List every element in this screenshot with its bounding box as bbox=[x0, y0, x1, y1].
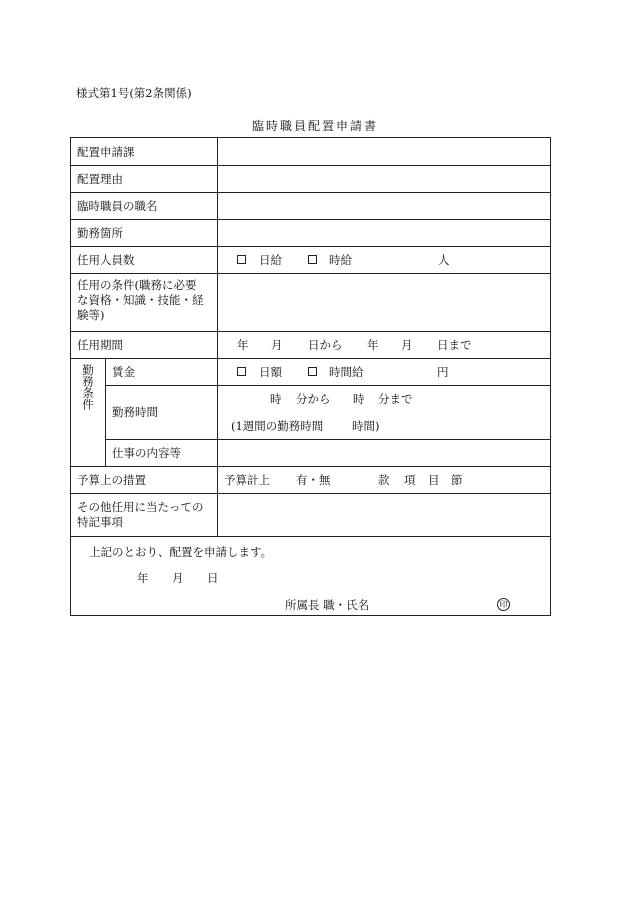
period-until: 日まで bbox=[437, 338, 472, 352]
dept-label: 配置申請課 bbox=[77, 145, 135, 159]
seal-mark: 印 bbox=[497, 598, 510, 611]
budget-kou: 項 bbox=[404, 473, 416, 487]
dept-field[interactable] bbox=[217, 138, 550, 165]
conditions-label: 任用の条件(職務に必要 な資格・知識・技能・経 験等) bbox=[77, 278, 204, 322]
period-month-1: 月 bbox=[271, 338, 283, 352]
hours-until: 分まで bbox=[378, 392, 413, 406]
date-month: 月 bbox=[172, 571, 184, 585]
hourly-pay-option: 時間給 bbox=[329, 365, 364, 379]
headcount-label: 任用人員数 bbox=[77, 253, 135, 267]
wage-label: 賃金 bbox=[112, 365, 135, 379]
weekly-hours-label: (1週間の勤務時間 bbox=[231, 419, 324, 433]
budget-yes-no: 有・無 bbox=[296, 473, 331, 487]
duties-label: 仕事の内容等 bbox=[112, 446, 181, 460]
period-label: 任用期間 bbox=[77, 338, 123, 352]
period-year-1: 年 bbox=[237, 338, 249, 352]
budget-plan: 予算計上 bbox=[224, 473, 270, 487]
application-form-table bbox=[70, 137, 551, 616]
job-title-field[interactable] bbox=[217, 192, 550, 219]
budget-setsu: 節 bbox=[451, 473, 463, 487]
conditions-field[interactable] bbox=[217, 273, 550, 331]
daily-amount-checkbox[interactable] bbox=[237, 367, 246, 376]
statement: 上記のとおり、配置を申請します。 bbox=[89, 545, 273, 559]
budget-label: 予算上の措置 bbox=[77, 473, 146, 487]
daily-amount-option: 日額 bbox=[259, 365, 282, 379]
headcount-unit: 人 bbox=[438, 253, 450, 267]
daily-wage-option: 日給 bbox=[259, 253, 282, 267]
hours-from: 分から bbox=[296, 392, 331, 406]
hours-end-hour: 時 bbox=[353, 392, 365, 406]
period-from: 日から bbox=[308, 338, 343, 352]
weekly-hours-unit: 時間) bbox=[352, 419, 380, 433]
hours-label: 勤務時間 bbox=[112, 405, 158, 419]
period-year-2: 年 bbox=[367, 338, 379, 352]
date-day: 日 bbox=[207, 571, 219, 585]
notes-field[interactable] bbox=[217, 493, 550, 536]
period-month-2: 月 bbox=[401, 338, 413, 352]
wage-unit: 円 bbox=[437, 365, 449, 379]
notes-label: その他任用に当たっての 特記事項 bbox=[77, 500, 204, 529]
hourly-pay-checkbox[interactable] bbox=[308, 367, 317, 376]
job-title-label: 臨時職員の職名 bbox=[77, 199, 158, 213]
daily-wage-checkbox[interactable] bbox=[237, 255, 246, 264]
form-code: 様式第1号(第2条関係) bbox=[76, 86, 192, 100]
budget-kan: 款 bbox=[378, 473, 390, 487]
date-year: 年 bbox=[137, 571, 149, 585]
work-conditions-group-label: 勤務条件 bbox=[81, 364, 95, 410]
workplace-field[interactable] bbox=[217, 219, 550, 246]
reason-label: 配置理由 bbox=[77, 172, 123, 186]
budget-moku: 目 bbox=[428, 473, 440, 487]
reason-field[interactable] bbox=[217, 165, 550, 192]
form-title: 臨時職員配置申請書 bbox=[251, 119, 378, 133]
workplace-label: 勤務箇所 bbox=[77, 226, 123, 240]
hourly-wage-option: 時給 bbox=[329, 253, 352, 267]
hours-start-hour: 時 bbox=[270, 392, 282, 406]
signer-label: 所属長 職・氏名 bbox=[285, 598, 370, 612]
hourly-wage-checkbox[interactable] bbox=[308, 255, 317, 264]
duties-field[interactable] bbox=[217, 439, 550, 466]
